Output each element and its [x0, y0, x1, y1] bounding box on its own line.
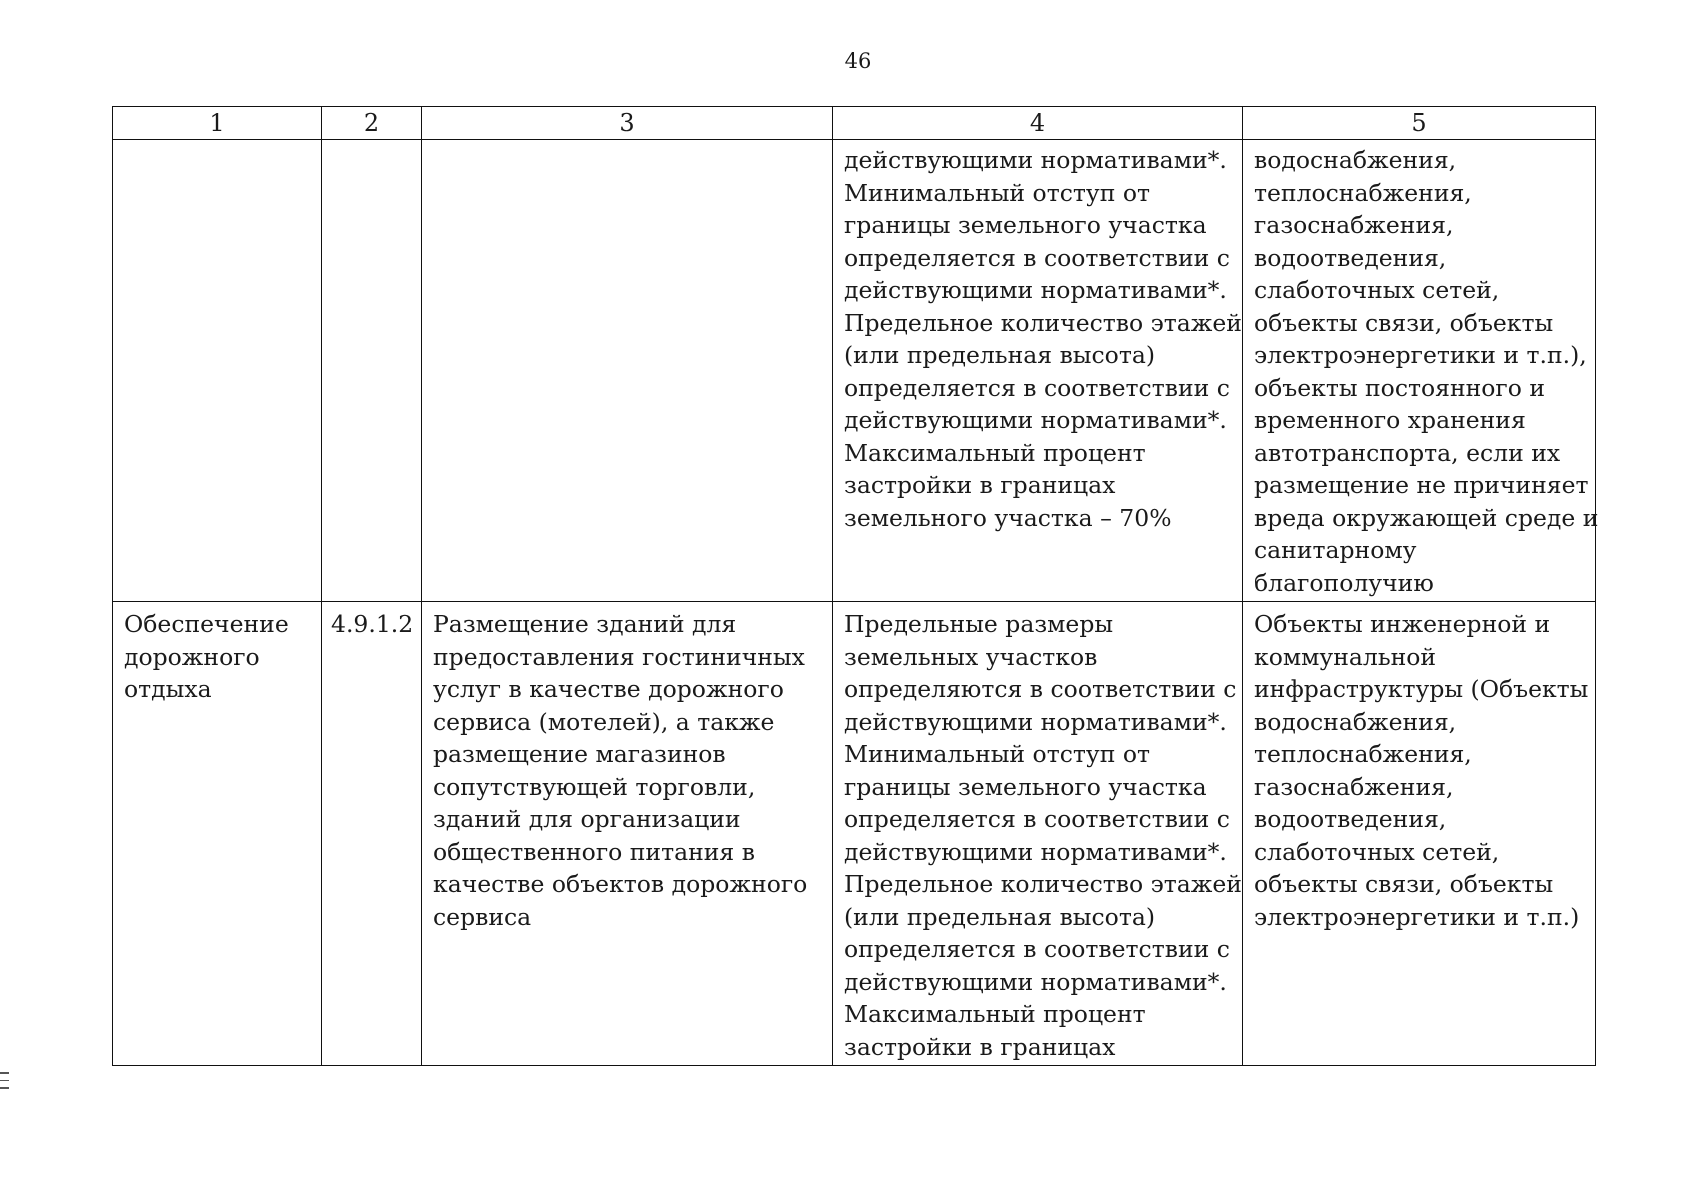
cell-text-line: Максимальный процент: [844, 1000, 1146, 1028]
cell-text-line: санитарному: [1254, 536, 1417, 564]
cell-text-line: Обеспечение: [124, 610, 289, 638]
cell-text: [113, 602, 321, 708]
cell-limit-parameters: [833, 140, 1243, 602]
cell-text-line: инфраструктуры (Объекты: [1254, 675, 1589, 703]
cell-text-line: предоставления гостиничных: [433, 642, 805, 671]
cell-text-line: 4.9.1.2: [331, 610, 414, 638]
cell-text-line: водоснабжения,: [1254, 707, 1457, 736]
cell-text-line: земельных участков: [844, 642, 1098, 671]
cell-text: [322, 602, 421, 643]
cell-text-line: действующими нормативами*.: [844, 967, 1227, 996]
cell-text: [833, 602, 1242, 1065]
cell-text-line: действующими нормативами*.: [844, 146, 1227, 174]
cell-limit-parameters: [833, 602, 1243, 1066]
cell-text-line: объекты постоянного и: [1254, 373, 1546, 402]
cell-text-line: Объекты инженерной и: [1254, 610, 1551, 638]
column-header-2: 2: [322, 107, 422, 140]
cell-text-line: границы земельного участка: [844, 211, 1207, 239]
cell-text-line: услуг в качестве дорожного: [433, 675, 784, 703]
cell-text-line: теплоснабжения,: [1254, 740, 1472, 768]
cell-text-line: временного хранения: [1254, 406, 1526, 434]
cell-use-name: [113, 602, 322, 1066]
column-header-5: 5: [1243, 107, 1596, 140]
cell-text-line: размещение не причиняет: [1254, 471, 1589, 499]
cell-text-line: земельного участка – 70%: [844, 503, 1172, 532]
cell-text-line: вреда окружающей среде и: [1254, 503, 1599, 532]
cell-text-line: Предельные размеры: [844, 610, 1114, 638]
cell-text-line: сервиса: [433, 902, 532, 931]
table-header-row: [113, 107, 1596, 140]
cell-text: [422, 602, 832, 935]
cell-text-line: качестве объектов дорожного: [433, 870, 808, 898]
cell-text-line: благополучию: [1254, 568, 1434, 597]
cell-text: [1243, 602, 1595, 935]
cell-text-line: отдыха: [124, 675, 212, 703]
cell-text-line: (или предельная высота): [844, 341, 1155, 369]
cell-text-line: сервиса (мотелей), а также: [433, 707, 775, 736]
cell-text: [1243, 140, 1599, 601]
cell-text-line: Размещение зданий для: [433, 610, 737, 638]
cell-text-line: размещение магазинов: [433, 740, 726, 768]
table-row: [113, 602, 1596, 1066]
cell-text-line: Максимальный процент: [844, 438, 1146, 467]
cell-text-line: застройки в границах: [844, 471, 1116, 499]
cell-text-line: действующими нормативами*.: [844, 276, 1227, 304]
cell-text-line: электроэнергетики и т.п.),: [1254, 341, 1587, 369]
column-header-1: 1: [113, 107, 322, 140]
cell-text-line: водоотведения,: [1254, 805, 1447, 833]
cell-text-line: газоснабжения,: [1254, 772, 1454, 801]
cell-text-line: газоснабжения,: [1254, 211, 1454, 239]
cell-text-line: определяется в соответствии с: [844, 805, 1230, 833]
cell-text-line: зданий для организации: [433, 805, 741, 833]
cell-text-line: объекты связи, объекты: [1254, 308, 1554, 337]
cell-text-line: водоотведения,: [1254, 243, 1447, 272]
margin-mark: [0, 1072, 9, 1095]
cell-text-line: действующими нормативами*.: [844, 406, 1227, 434]
cell-auxiliary-uses: [1243, 140, 1599, 602]
cell-text-line: теплоснабжения,: [1254, 178, 1472, 207]
cell-text: [422, 140, 832, 146]
column-header-3: 3: [422, 107, 833, 140]
cell-text-line: объекты связи, объекты: [1254, 870, 1554, 898]
cell-text-line: общественного питания в: [433, 837, 755, 866]
cell-text-line: определяется в соответствии с: [844, 935, 1230, 963]
cell-use-description: [422, 140, 833, 602]
cell-text: [833, 140, 1242, 536]
cell-text-line: застройки в границах: [844, 1032, 1116, 1061]
page-number: 46: [844, 49, 872, 73]
cell-use-code: [322, 140, 422, 602]
cell-text-line: определяются в соответствии с: [844, 675, 1237, 703]
cell-text-line: действующими нормативами*.: [844, 837, 1227, 866]
cell-text-line: Предельное количество этажей: [844, 308, 1242, 337]
cell-text-line: коммунальной: [1254, 642, 1437, 671]
cell-text-line: сопутствующей торговли,: [433, 772, 756, 801]
cell-text-line: действующими нормативами*.: [844, 707, 1227, 736]
cell-text-line: Минимальный отступ от: [844, 740, 1150, 768]
cell-text-line: Предельное количество этажей: [844, 870, 1242, 898]
cell-text: [322, 140, 421, 146]
cell-text-line: определяется в соответствии с: [844, 373, 1230, 402]
cell-text-line: (или предельная высота): [844, 902, 1155, 931]
column-header-4: 4: [833, 107, 1243, 140]
table-row: [113, 140, 1596, 602]
land-use-table: [112, 106, 1599, 1066]
cell-text-line: границы земельного участка: [844, 772, 1207, 801]
cell-text: [113, 140, 321, 146]
cell-use-code: [322, 602, 422, 1066]
cell-text-line: определяется в соответствии с: [844, 243, 1230, 272]
cell-use-name: [113, 140, 322, 602]
cell-auxiliary-uses: [1243, 602, 1596, 1066]
cell-text-line: автотранспорта, если их: [1254, 438, 1561, 467]
cell-text-line: электроэнергетики и т.п.): [1254, 902, 1580, 931]
cell-text-line: слаботочных сетей,: [1254, 837, 1500, 866]
cell-text-line: водоснабжения,: [1254, 146, 1457, 174]
cell-text-line: Минимальный отступ от: [844, 178, 1150, 207]
cell-use-description: [422, 602, 833, 1066]
cell-text-line: дорожного: [124, 642, 260, 671]
cell-text-line: слаботочных сетей,: [1254, 276, 1500, 304]
